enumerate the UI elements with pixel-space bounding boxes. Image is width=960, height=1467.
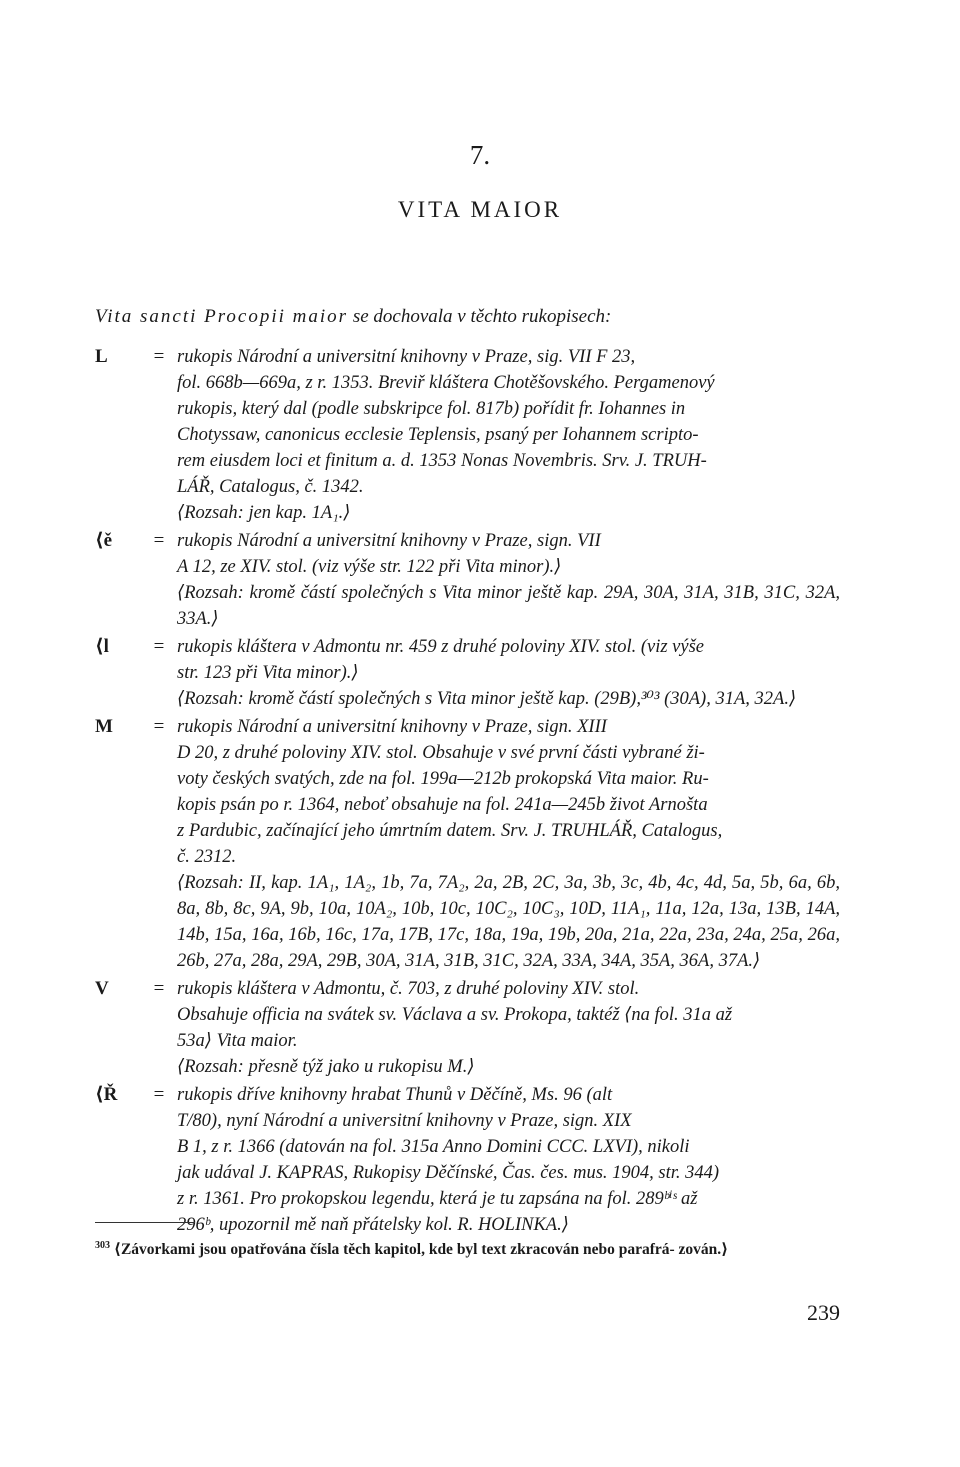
siglum: L [95, 346, 108, 367]
equals-sign: = [153, 636, 165, 657]
entry-line: č. 2312. [177, 847, 237, 867]
entry-line: D 20, z druhé poloviny XIV. stol. Obsahuje v své první části vybrané ži- [177, 743, 705, 763]
entry-text [177, 976, 840, 1080]
entry-line: rukopis Národní a universitní knihovny v Praze, sign. VII [177, 531, 601, 551]
entry-line: voty českých svatých, zde na fol. 199a—212b prokopská Vita maior. Ru- [177, 769, 709, 789]
manuscript-entry-l [95, 344, 840, 526]
equals-sign: = [153, 978, 165, 999]
manuscript-entry-m [95, 714, 840, 974]
entry-line: T/80), nyní Národní a universitní knihovny v Praze, sign. XIX [177, 1111, 632, 1131]
entry-line: rukopis Národní a universitní knihovny v Praze, sign. XIII [177, 717, 607, 737]
intro-lead: Vita sancti Procopii maior [95, 306, 349, 327]
footnote [95, 1235, 840, 1261]
manuscript-list [95, 344, 840, 1240]
entry-line: Obsahuje officia na svátek sv. Václava a sv. Prokopa, taktéž ⟨na fol. 31a až [177, 1005, 733, 1025]
entry-line: rukopis dříve knihovny hrabat Thunů v Děčíně, Ms. 96 (alt [177, 1085, 613, 1105]
entry-line: 53a⟩ Vita maior. [177, 1031, 298, 1051]
entry-line: Chotyssaw, canonicus ecclesie Teplensis, psaný per Iohannem scripto- [177, 425, 699, 445]
equals-sign: = [153, 1084, 165, 1105]
entry-range: ⟨Rozsah: jen kap. 1A₁.⟩ [177, 503, 351, 523]
entry-range: ⟨Rozsah: kromě částí společných s Vita minor ještě kap. (29B),³⁰³ (30A), 31A, 32A.⟩ [177, 689, 797, 709]
page-number: 239 [807, 1300, 840, 1325]
entry-line: z r. 1361. Pro prokopskou legendu, která je tu zapsána na fol. 289ᵇⁱˢ až [177, 1189, 698, 1209]
manuscript-entry-r [95, 1082, 840, 1238]
entry-line: rukopis Národní a universitní knihovny v Praze, sig. VII F 23, [177, 347, 636, 367]
siglum: ⟨Ř [95, 1084, 118, 1105]
entry-text [177, 1082, 840, 1238]
entry-text [177, 344, 840, 526]
manuscript-entry-v [95, 976, 840, 1080]
manuscript-entry-l-small [95, 634, 840, 712]
intro-rest: se dochovala v těchto rukopisech: [352, 306, 612, 327]
intro-paragraph [95, 305, 840, 329]
footnote-divider [95, 1222, 195, 1223]
entry-line: LÁŘ, Catalogus, č. 1342. [177, 477, 364, 497]
equals-sign: = [153, 530, 165, 551]
entry-line: rukopis kláštera v Admontu, č. 703, z druhé poloviny XIV. stol. [177, 979, 640, 999]
entry-line: fol. 668b—669a, z r. 1353. Breviř kláštera Chotěšovského. Pergamenový [177, 373, 715, 393]
entry-line: z Pardubic, začínající jeho úmrtním datem. Srv. J. TRUHLÁŘ, Catalogus, [177, 821, 723, 841]
entry-line: rukopis, který dal (podle subskripce fol. 817b) pořídit fr. Iohannes in [177, 399, 686, 419]
chapter-number: 7. [469, 140, 491, 170]
siglum: V [95, 978, 109, 999]
entry-line: str. 123 při Vita minor).⟩ [177, 663, 359, 683]
entry-text [177, 714, 840, 974]
entry-text [177, 634, 840, 712]
manuscript-entry-e [95, 528, 840, 632]
footnote-text: ⟨Závorkami jsou opatřována čísla těch kapitol, kde byl text zkracován nebo parafrá- zován.⟩ [113, 1241, 729, 1259]
entry-range: ⟨Rozsah: II, kap. 1A₁, 1A₂, 1b, 7a, 7A₂, 2a, 2B, 2C, 3a, 3b, 3c, 4b, 4c, 4d, 5a, 5b, 6a, 6b, 8a, 8b, 8c, 9A, 9b, 10a, 10A₂, 10b, 10c, 10C₂, 10C₃, 10D, 11A₁, 11a, 12a, 13a, 13B, 14A, 14b, 15a, 16a, 16b, 16c, 17a, 17B, 17c, 18a, 19a, 19b, 20a, 21a, 22a, 23a, 24a, 25a, 26a, 26b, 27a, 28a, 29A, 29B, 30A, 31A, 31B, 31C, 32A, 33A, 34A, 35A, 36A, 37A.⟩ [177, 873, 840, 971]
siglum: ⟨l [95, 636, 109, 657]
entry-line: B 1, z r. 1366 (datován na fol. 315a Anno Domini CCC. LXVI), nikoli [177, 1137, 690, 1157]
entry-range: ⟨Rozsah: kromě částí společných s Vita minor ještě kap. 29A, 30A, 31A, 31B, 31C, 32A, 33A.⟩ [177, 583, 840, 629]
siglum: ⟨ě [95, 530, 113, 551]
entry-line: rukopis kláštera v Admontu nr. 459 z druhé poloviny XIV. stol. (viz výše [177, 637, 705, 657]
entry-line: kopis psán po r. 1364, neboť obsahuje na fol. 241a—245b život Arnošta [177, 795, 708, 815]
footnote-number: 303 [95, 1240, 110, 1251]
entry-line: A 12, ze XIV. stol. (viz výše str. 122 při Vita minor).⟩ [177, 557, 562, 577]
equals-sign: = [153, 716, 165, 737]
siglum: M [95, 716, 113, 737]
entry-range: ⟨Rozsah: přesně týž jako u rukopisu M.⟩ [177, 1057, 475, 1077]
chapter-title: VITA MAIOR [397, 197, 563, 222]
entry-text [177, 528, 840, 632]
equals-sign: = [153, 346, 165, 367]
entry-line: jak udával J. KAPRAS, Rukopisy Děčínské, Čas. čes. mus. 1904, str. 344) [177, 1163, 720, 1183]
entry-line: rem eiusdem loci et finitum a. d. 1353 Nonas Novembris. Srv. J. TRUH- [177, 451, 707, 471]
entry-line: 296ᵇ, upozornil mě naň přátelsky kol. R. HOLINKA.⟩ [177, 1215, 569, 1235]
